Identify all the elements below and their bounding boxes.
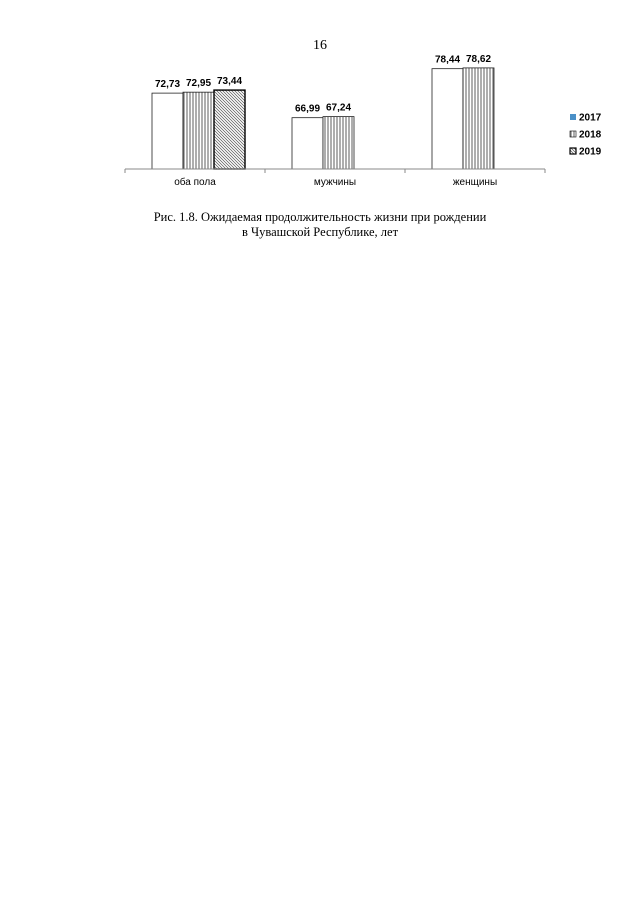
bar-2017-2 [432,69,463,169]
x-ticks-layer [125,169,545,188]
x-tick-label-1: мужчины [313,177,357,188]
legend-label-2019: 2019 [579,146,602,158]
data-label-2017-1: 66,99 [294,103,321,115]
legend-label-2018: 2018 [579,129,602,141]
x-tick-label-0: оба пола [174,177,216,188]
data-label-2018-0: 72,95 [185,78,212,90]
caption-line-1: Рис. 1.8. Ожидаемая продолжительность жизни при рождении [153,210,487,224]
figure-caption [0,210,640,240]
data-label-2018-1: 67,24 [325,102,352,114]
bar-chart [0,0,640,200]
data-label-2017-0: 72,73 [154,79,181,91]
bar-2018-2 [463,68,494,169]
page-number: 16 [313,38,327,53]
data-label-2017-2: 78,44 [434,54,461,66]
bar-2018-1 [323,117,354,169]
bar-2018-0 [183,92,214,169]
bar-2017-1 [292,118,323,169]
bar-2017-0 [152,93,183,169]
bar-2019-0 [214,90,245,169]
legend-marker-2019 [570,148,576,154]
data-label-2019-0: 73,44 [216,76,243,88]
x-tick-label-2: женщины [452,177,498,188]
data-label-2018-2: 78,62 [465,53,492,65]
legend-label-2017: 2017 [579,112,602,124]
legend [570,113,602,158]
legend-marker-2017 [570,114,576,120]
caption-line-2: в Чувашской Республике, лет [241,225,399,239]
legend-marker-2018 [570,131,576,137]
